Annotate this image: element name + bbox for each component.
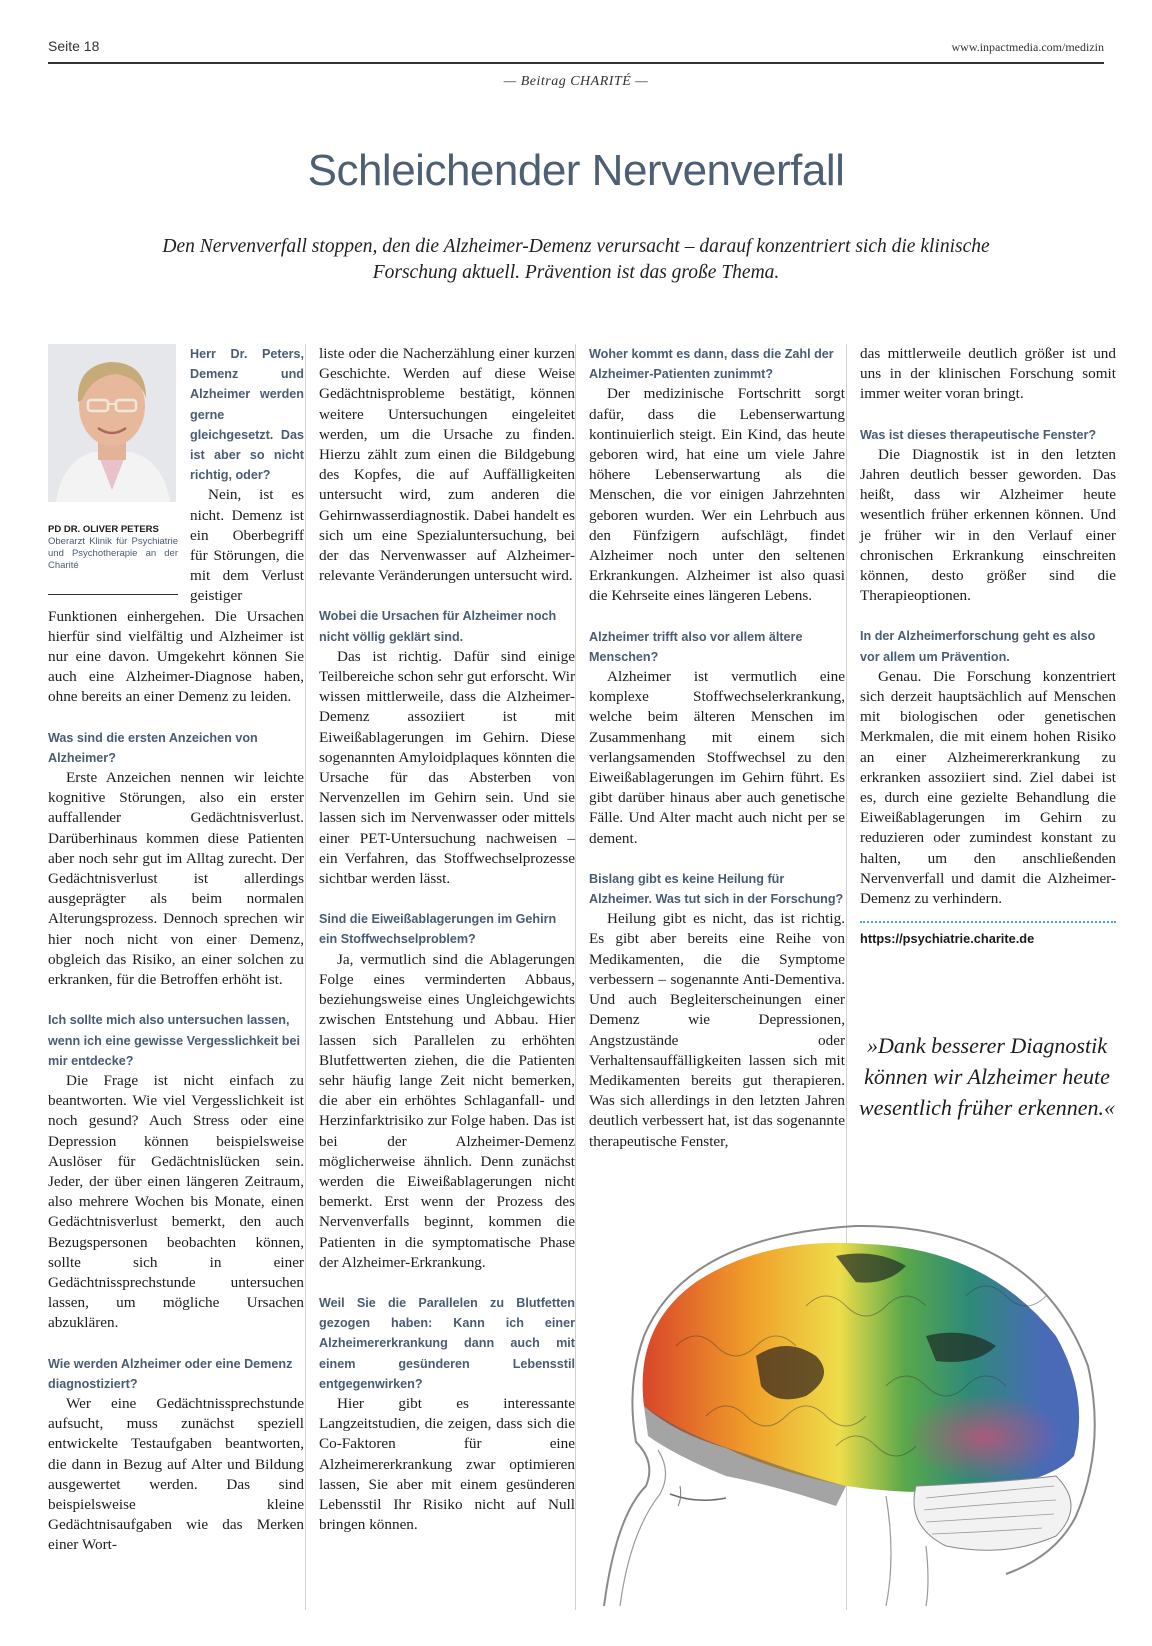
interview-answer: Die Diagnostik ist in den letzten Jahren deutlich besser geworden. Das heißt, dass wir Alzheimer heute wesentlich früher erkennen können. Und je früher wir in den Verlauf einer chronischen Erkrankung einschreiten können, desto größer sind die Therapieoptionen. <box>860 445 1116 605</box>
interview-question: In der Alzheimerforschung geht es also vor allem um Prävention. <box>860 629 1096 664</box>
interview-question: Wobei die Ursachen für Alzheimer noch nicht völlig geklärt sind. <box>319 609 557 644</box>
interview-question: Herr Dr. Peters, Demenz und Alzheimer werden gerne gleichgesetzt. Das ist aber so nicht richtig, oder? <box>190 347 304 483</box>
author-name: PD DR. OLIVER PETERS <box>48 524 159 535</box>
portrait-photo-icon <box>48 344 176 502</box>
interview-question: Bislang gibt es keine Heilung für Alzheimer. Was tut sich in der Forschung? <box>589 871 844 907</box>
article-column-2 <box>319 344 575 1535</box>
interview-answer: Die Frage ist nicht einfach zu beantworten. Wie viel Vergesslichkeit ist noch gesund? Auch Stress oder eine Depression können beispielsweise Auslöser für Gedächtnislücken sein. Jeder, der über einen längeren Zeitraum, also mehrere Wochen bis Monate, einen Gedächtnisverlust bemerkt, den auch Bezugspersonen beobachten können, sollte sich in einer Gedächtnissprechstunde untersuchen lassen, um mögliche Ursachen abzuklären. <box>48 1071 304 1332</box>
interview-question: Alzheimer trifft also vor allem ältere Menschen? <box>589 629 803 664</box>
author-portrait-block <box>48 344 178 595</box>
interview-answer: Erste Anzeichen nennen wir leichte kognitive Störungen, also ein erster auffallender Gedächtnisverlust. Darüberhinaus kommen diese Patienten aber noch sehr gut im Alltag zurecht. Der Gedächtnisverlust ist allerdings ausgeprägter als beim normalen Alterungsprozess. Dennoch sprechen wir hier noch nicht von einer Demenz, obgleich das Risiko, an einer solchen zu erkranken, für die Betroffen erhöht ist. <box>48 769 304 989</box>
interview-answer: Alzheimer ist vermutlich eine komplexe Stoffwechselerkrankung, welche beim älteren Menschen im Zusammenhang mit einem sich verlangsamenden Stoffwechsel zu den Eiweißablagerungen im Gehirn führt. Es gibt darüber hinaus aber auch genetische Fälle. Und Alter macht auch nicht per se dement. <box>589 668 845 847</box>
pull-quote: »Dank besserer Diagnostik können wir Alzheimer heute wesentlich früher erkennen.« <box>859 1033 1115 1120</box>
article-column-1 <box>48 344 304 1556</box>
interview-answer: Genau. Die Forschung konzentriert sich derzeit hauptsächlich auf Menschen mit biologischen oder genetischen Merkmalen, die mit einem hohen Risiko an einer Alzheimererkrankung zu erkranken assoziiert sind. Ziel dabei ist es, durch eine gezielte Behandlung die Eiweißablagerungen im Gehirn zu reduzieren oder zumindest konstant zu halten, um den anschließenden Nervenverfall und damit die Alzheimer-Demenz zu verhindern. <box>860 667 1116 908</box>
interview-answer: Hier gibt es interessante Langzeitstudien, die zeigen, dass sich die Co-Faktoren für eine Alzheimererkrankung zwar optimieren lassen, Sie aber mit einem gesünderen Lebensstil Ihr Risiko nicht auf Null bringen können. <box>319 1394 575 1534</box>
sponsor-kicker: — Beitrag CHARITÉ — <box>503 74 649 89</box>
headline: Schleichender Nervenverfall <box>307 146 845 195</box>
author-role: Oberarzt Klinik für Psychiatrie und Psychotherapie an der Charité <box>48 536 178 571</box>
page-number: Seite 18 <box>48 38 100 54</box>
interview-question: Woher kommt es dann, dass die Zahl der Alzheimer-Patienten zunimmt? <box>589 347 834 382</box>
interview-question: Weil Sie die Parallelen zu Blutfetten gezogen haben: Kann ich einer Alzheimererkrankung dann auch mit einem gesünderen Lebensstil entgegenwirken? <box>319 1295 575 1391</box>
link-divider <box>860 921 1116 923</box>
interview-answer-continued: liste oder die Nacherzählung einer kurzen Geschichte. Werden auf diese Weise Gedächtnisprobleme bestätigt, können weitere Untersuchungen eingeleitet werden, um die Ursache zu finden. Hierzu zählt zum einen die Bildgebung des Kopfes, die auf Auffälligkeiten untersucht wird, zum anderen die Gehirnwasserdiagnostik. Dabei handelt es sich um eine Spezialuntersuchung, bei der das Nervenwasser auf Alzheimer-relevante Veränderungen untersucht wird. <box>319 345 575 585</box>
interview-question: Wie werden Alzheimer oder eine Demenz diagnostiziert? <box>48 1356 293 1391</box>
interview-answer: Das ist richtig. Dafür sind einige Teilbereiche schon sehr gut erforscht. Wir wissen mittlerweile, dass die Alzheimer-Demenz assoziiert ist mit Eiweißablagerungen im Gehirn. Diese sogenannten Amyloidplaques könnten die Ursache für das Absterben von Nervenzellen im Gehirn sein. Und sie lassen sich im Nervenwasser oder mittels einer PET-Untersuchung nachweisen – ein Verfahren, das Stoffwechselprozesse sichtbar werden lässt. <box>319 647 575 888</box>
interview-answer: Ja, vermutlich sind die Ablagerungen Folge eines verminderten Abbaus, beziehungsweise eines Ungleichgewichts zwischen Entstehung und Abbau. Hier lassen sich Parallelen zu erhöhten Blutfettwerten ziehen, die die Patienten sehr häufig lange Zeit nicht bemerken, die aber ein erhöhtes Schlaganfall- und Herzinfarktrisiko zur Folge haben. Das ist bei der Alzheimer-Demenz möglicherweise ähnlich. Denn zunächst werden die Eiweißablagerungen nicht bemerkt. Erst wenn der Prozess des Nervenverfalls beginnt, kommen die Patienten in die symptomatische Phase der Alzheimer-Erkrankung. <box>319 950 575 1271</box>
interview-question: Was ist dieses therapeutische Fenster? <box>860 427 1097 442</box>
interview-answer: Der medizinische Fortschritt sorgt dafür, dass die Lebenserwartung kontinuierlich steigt. Ein Kind, das heute geboren wird, hat eine um viele Jahre höhere Lebenserwartung als die Menschen, die vor einigen Jahrzehnten geboren wurden. Wer ein Lehrbuch aus den Fünfzigern aufschlägt, findet Alzheimer noch unter den seltenen Erkrankungen. Alzheimer ist also quasi die Kehrseite eines längeren Lebens. <box>589 385 845 605</box>
interview-answer: Nein, ist es nicht. Demenz ist ein Oberbegriff für Störungen, die mit dem Verlust geistiger Funktionen einhergehen. Die Ursachen hierfür sind vielfältig und Alzheimer ist nur eine davon. Umgekehrt können Sie auch eine Alzheimer-Diagnose haben, ohne bereits an einer Demenz zu leiden. <box>48 486 304 706</box>
interview-answer: Wer eine Gedächtnissprechstunde aufsucht, muss zunächst speziell entwickelte Testaufgaben beantworten, die dann in Bezug auf Alter und Bildung ausgewertet werden. Das sind beispielsweise kleine Gedächtnisaufgaben wie das Merken einer Wort- <box>48 1394 304 1554</box>
page-url[interactable]: www.inpactmedia.com/medizin <box>951 40 1104 54</box>
column-divider <box>575 344 576 1610</box>
interview-answer-continued: das mittlerweile deutlich größer ist und uns in der klinischen Forschung somit immer weiter voran bringt. <box>860 345 1116 403</box>
interview-question: Was sind die ersten Anzeichen von Alzheimer? <box>48 730 258 765</box>
caption-divider <box>48 594 178 595</box>
brain-illustration-icon <box>586 1186 1114 1606</box>
lede: Den Nervenverfall stoppen, den die Alzheimer-Demenz verursacht – darauf konzentriert sich die klinische Forschung aktuell. Prävention ist das große Thema. <box>162 236 990 283</box>
interview-question: Ich sollte mich also untersuchen lassen, wenn ich eine gewisse Vergesslichkeit bei mir entdecke? <box>48 1013 300 1068</box>
page-header <box>48 36 1104 64</box>
charite-link[interactable]: https://psychiatrie.charite.de <box>860 931 1035 947</box>
article-column-4 <box>860 344 1116 949</box>
interview-question: Sind die Eiweißablagerungen im Gehirn ein Stoffwechselproblem? <box>319 912 557 947</box>
column-divider <box>305 344 306 1610</box>
article-column-3 <box>589 344 845 1152</box>
interview-answer: Heilung gibt es nicht, das ist richtig. Es gibt aber bereits eine Reihe von Medikamenten, die die Symptome verbessern – sogenannte Anti-Dementiva. Und auch Begleiterscheinungen einer Demenz wie Depressionen, Angstzustände oder Verhaltensauffälligkeiten lassen sich mit Medikamenten bereits gut therapieren. Was sich allerdings in den letzten Jahren deutlich verbessert hat, ist das sogenannte therapeutische Fenster, <box>589 910 845 1150</box>
